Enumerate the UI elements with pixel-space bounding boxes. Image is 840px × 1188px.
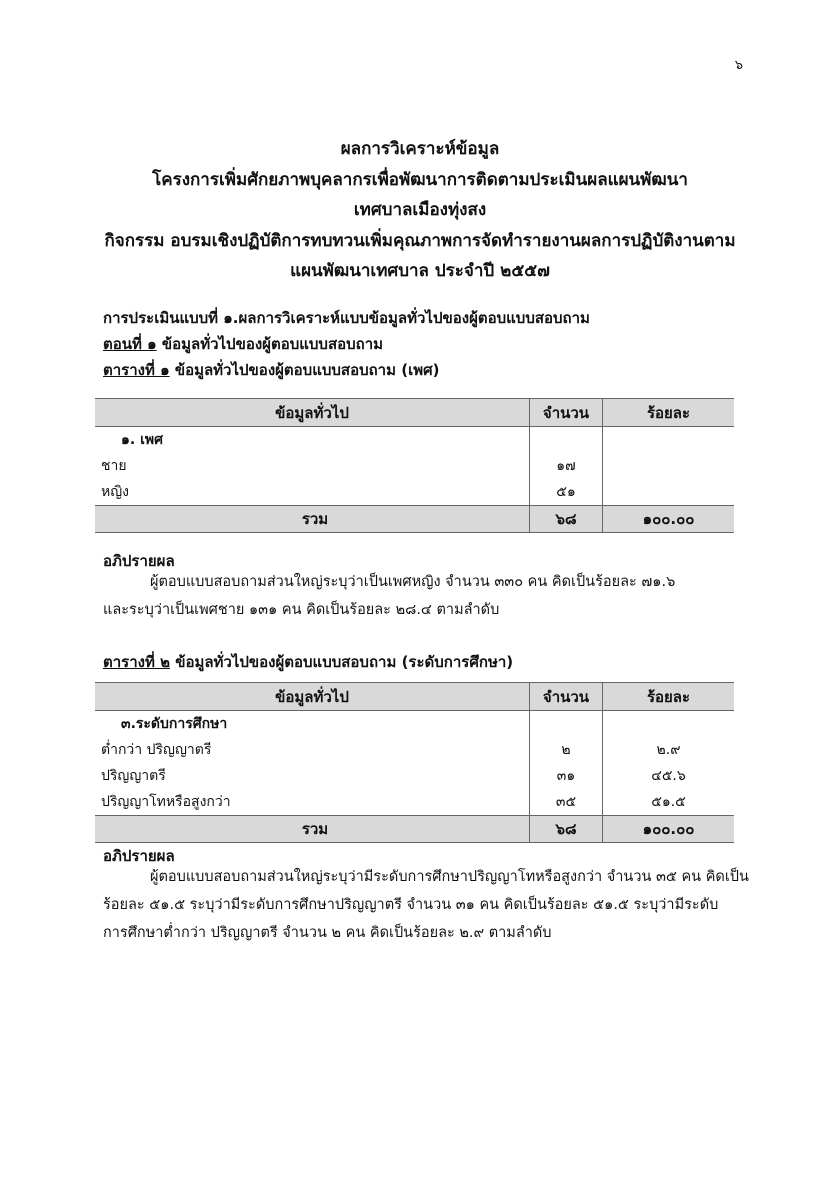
- row-count: ๒: [530, 737, 603, 763]
- category-label: ๑. เพศ: [121, 432, 163, 448]
- page-number: ๖: [734, 58, 743, 73]
- discussion-heading: อภิปรายผล: [103, 847, 175, 865]
- row-label: ชาย: [101, 458, 127, 474]
- header-general-info: ข้อมูลทั่วไป: [95, 683, 530, 711]
- header-percent: ร้อยละ: [603, 399, 735, 427]
- header-count: จำนวน: [530, 683, 603, 711]
- table-row: [95, 479, 734, 506]
- total-percent: ๑๐๐.๐๐: [603, 816, 735, 843]
- table-row: [95, 737, 734, 763]
- education-table: [95, 682, 734, 843]
- category-row: [95, 711, 734, 738]
- row-count: ๕๑: [530, 479, 603, 506]
- row-percent: ๒.๙: [603, 737, 735, 763]
- part-label: ตอนที่ ๑: [103, 335, 157, 353]
- row-label: ปริญญาตรี: [101, 768, 166, 784]
- table-row: [95, 453, 734, 479]
- row-percent: [603, 453, 735, 479]
- paragraph-line: ร้อยละ ๕๑.๕ ระบุว่ามีระดับการศึกษาปริญญาตรี จำนวน ๓๑ คน คิดเป็นร้อยละ ๕๑.๕ ระบุว่ามีระดับ: [103, 897, 719, 913]
- part-heading: [103, 332, 383, 356]
- table2-caption-label: ตารางที่ ๒: [103, 653, 170, 671]
- discussion-heading: อภิปรายผล: [103, 552, 175, 570]
- header-percent: ร้อยละ: [603, 683, 735, 711]
- discussion-paragraph: [103, 863, 749, 947]
- row-percent: [603, 479, 735, 506]
- category-row: [95, 427, 734, 454]
- total-label: รวม: [95, 816, 530, 843]
- paragraph-line: ผู้ตอบแบบสอบถามส่วนใหญ่ระบุว่ามีระดับการศึกษาปริญญาโทหรือสูงกว่า จำนวน ๓๕ คน คิดเป็น: [150, 869, 749, 885]
- table-row: [95, 789, 734, 816]
- title-line-3: เทศบาลเมืองทุ่งสง: [353, 200, 487, 220]
- table-header-row: [95, 399, 734, 427]
- title-line-5: แผนพัฒนาเทศบาล ประจำปี ๒๕๕๗: [290, 261, 550, 281]
- total-row: [95, 816, 734, 843]
- table1-caption-label: ตารางที่ ๑: [103, 361, 170, 379]
- title-line-2: โครงการเพิ่มศักยภาพบุคลากรเพื่อพัฒนาการติดตามประเมินผลแผนพัฒนา: [152, 169, 688, 190]
- row-count: ๓๕: [530, 789, 603, 816]
- total-count: ๖๘: [530, 506, 603, 533]
- total-label: รวม: [95, 506, 530, 533]
- table1-caption-text: ข้อมูลทั่วไปของผู้ตอบแบบสอบถาม (เพศ): [169, 361, 440, 379]
- assessment-heading: การประเมินแบบที่ ๑.ผลการวิเคราะห์แบบข้อมูลทั่วไปของผู้ตอบแบบสอบถาม: [103, 309, 590, 327]
- gender-table: [95, 398, 734, 533]
- title-line-4: กิจกรรม อบรมเชิงปฏิบัติการทบทวนเพิ่มคุณภาพการจัดทำรายงานผลการปฏิบัติงานตาม: [104, 230, 736, 251]
- paragraph-line: การศึกษาต่ำกว่า ปริญญาตรี จำนวน ๒ คน คิดเป็นร้อยละ ๒.๙ ตามลำดับ: [103, 925, 552, 941]
- row-percent: ๕๑.๕: [603, 789, 735, 816]
- row-count: ๓๑: [530, 763, 603, 789]
- row-label: หญิง: [101, 484, 129, 500]
- category-label: ๓.ระดับการศึกษา: [121, 716, 228, 732]
- table1-caption: [103, 358, 439, 382]
- paragraph-line: และระบุว่าเป็นเพศชาย ๑๓๑ คน คิดเป็นร้อยละ ๒๘.๔ ตามลำดับ: [103, 602, 500, 618]
- row-label: ปริญญาโทหรือสูงกว่า: [101, 794, 231, 810]
- table2-caption-text: ข้อมูลทั่วไปของผู้ตอบแบบสอบถาม (ระดับการศึกษา): [169, 653, 514, 671]
- header-count: จำนวน: [530, 399, 603, 427]
- table-header-row: [95, 683, 734, 711]
- row-percent: ๔๕.๖: [603, 763, 735, 789]
- table-row: [95, 763, 734, 789]
- document-title: [60, 134, 780, 287]
- row-label: ต่ำกว่า ปริญญาตรี: [101, 742, 212, 758]
- total-percent: ๑๐๐.๐๐: [603, 506, 735, 533]
- header-general-info: ข้อมูลทั่วไป: [95, 399, 530, 427]
- total-row: [95, 506, 734, 533]
- table2-caption: [103, 650, 513, 674]
- part-text: ข้อมูลทั่วไปของผู้ตอบแบบสอบถาม: [156, 335, 384, 353]
- discussion-paragraph: [103, 568, 735, 624]
- title-line-1: ผลการวิเคราะห์ข้อมูล: [340, 139, 500, 159]
- row-count: ๑๗: [530, 453, 603, 479]
- total-count: ๖๘: [530, 816, 603, 843]
- paragraph-line: ผู้ตอบแบบสอบถามส่วนใหญ่ระบุว่าเป็นเพศหญิง จำนวน ๓๓๐ คน คิดเป็นร้อยละ ๗๑.๖: [150, 574, 676, 590]
